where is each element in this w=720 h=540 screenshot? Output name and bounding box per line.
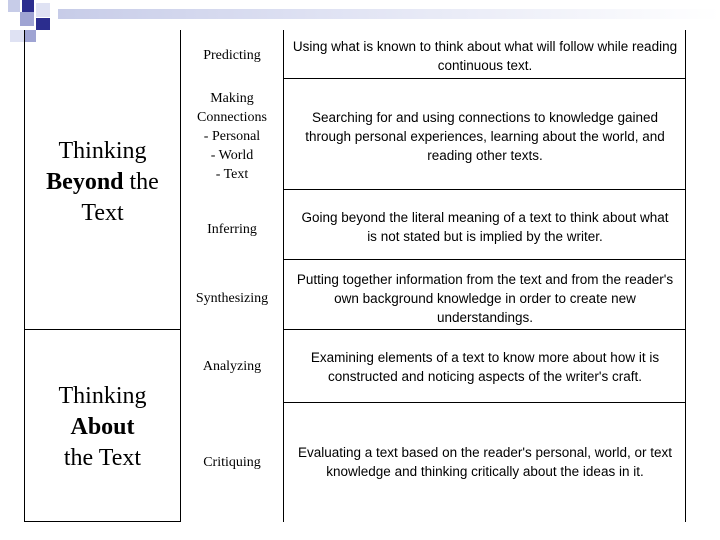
decorative-square: [10, 30, 24, 42]
table-border-right: [685, 30, 686, 522]
row-separator: [283, 259, 686, 260]
decorative-square: [24, 30, 36, 42]
term-line: - Personal: [203, 128, 261, 144]
row-separator: [283, 329, 686, 330]
description-synthesizing: Putting together information from the text and from the reader's own background knowledge in order to create new understandings.: [296, 271, 674, 325]
group-label-bold: Beyond: [46, 169, 124, 195]
group-label-line: the Text: [63, 445, 142, 471]
description-making-connections: Searching for and using connections to knowledge gained through personal experiences, learning about the world, and reading other texts.: [305, 109, 665, 163]
group-label-about: [25, 380, 180, 475]
group-label-line: Thinking: [58, 138, 147, 164]
row-separator: [283, 402, 686, 403]
decorative-square: [36, 3, 50, 17]
term-line: Connections: [197, 109, 267, 125]
decorative-square: [20, 12, 34, 26]
term-making-connections: [181, 86, 283, 186]
decorative-square: [8, 0, 20, 12]
decorative-square: [36, 18, 50, 30]
term-synthesizing: Synthesizing: [195, 290, 269, 306]
decorative-gradient-bar: [58, 9, 720, 19]
term-line: Making: [210, 90, 254, 106]
description-inferring: Going beyond the literal meaning of a text to think about what is not stated but is implied by the writer.: [301, 210, 669, 244]
slide-decoration: [0, 0, 720, 22]
decorative-square: [22, 0, 34, 12]
description-critiquing: Evaluating a text based on the reader's personal, world, or text knowledge and thinking critically about the ideas in it.: [297, 445, 673, 479]
description-predicting: Using what is known to think about what will follow while reading continuous text.: [292, 39, 678, 73]
row-separator: [283, 78, 686, 79]
group-label-line: Thinking: [58, 383, 147, 409]
group-label-beyond: [25, 135, 180, 230]
term-critiquing: Critiquing: [203, 454, 261, 470]
term-line: - World: [210, 147, 254, 163]
group-label-line: [46, 167, 159, 198]
group-label-line: Text: [81, 200, 124, 226]
description-analyzing: Examining elements of a text to know more about how it is constructed and noticing aspects of the writer's craft.: [310, 350, 660, 384]
group-separator: [24, 329, 181, 330]
table-border-bottom-left: [24, 521, 181, 522]
group-label-rest: the: [123, 169, 159, 195]
term-predicting: Predicting: [203, 47, 261, 63]
row-separator: [283, 189, 686, 190]
group-label-line: [59, 412, 147, 443]
group-label-bold: About: [70, 414, 135, 440]
term-analyzing: Analyzing: [202, 358, 262, 374]
table-divider-term: [283, 30, 284, 522]
term-inferring: Inferring: [207, 221, 257, 237]
term-line: - Text: [215, 166, 249, 182]
